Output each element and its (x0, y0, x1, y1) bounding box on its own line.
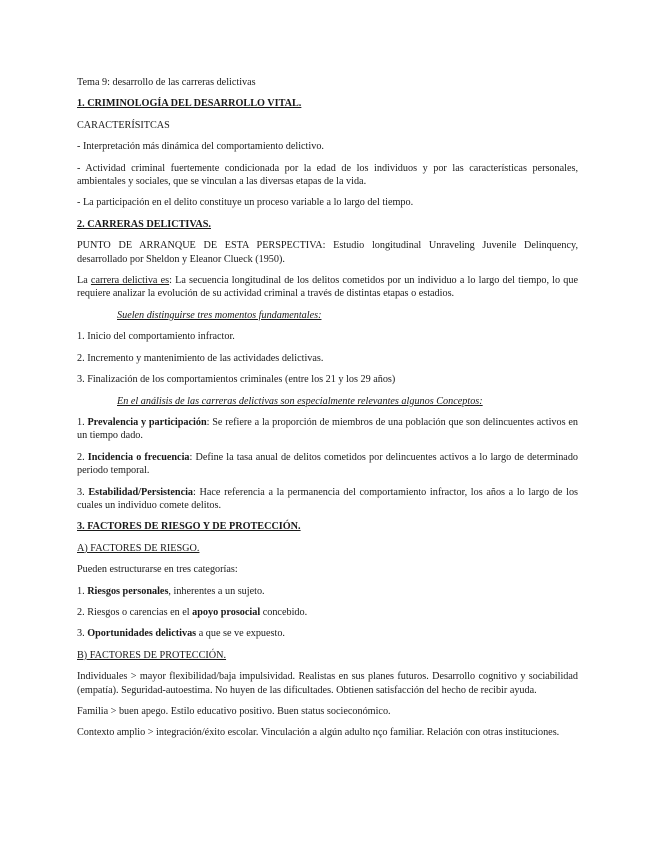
protection-item: Individuales > mayor flexibilidad/baja impulsividad. Realistas en sus planes futuros. Desarrollo cognitivo y sociabilidad (empatía). Seguridad-autoestima. No huyen de las dificultades. Obtienen satisfacción del hecho de recibir ayuda. (77, 671, 578, 696)
risk-term: Oportunidades delictivas (87, 628, 197, 640)
concept-item (77, 416, 578, 443)
concept-term: Prevalencia y participación (87, 416, 207, 428)
risk-item (77, 585, 578, 598)
topic-title: Tema 9: desarrollo de las carreras delictivas (77, 77, 256, 88)
protection-item: Contexto amplio > integración/éxito escolar. Vinculación a algún adulto nço familiar. Relación con otras instituciones. (77, 727, 560, 739)
concept-text: : Hace referencia a la permanencia del comportamiento infractor, los años a lo largo de los cuales un individuo comete delitos. (77, 486, 579, 511)
concept-number: 2. (77, 451, 88, 463)
moments-title-text: Suelen distinguirse tres momentos fundamentales: (117, 309, 322, 321)
risk-number: 3. (77, 628, 88, 640)
risk-intro: Pueden estructurarse en tres categorías: (77, 564, 238, 576)
risk-term: Riesgos personales (87, 585, 169, 597)
risk-number: 1. (77, 585, 88, 597)
concepts-title (77, 395, 578, 408)
risk-text: a que se ve expuesto. (196, 628, 285, 640)
risk-term: apoyo prosocial (192, 606, 261, 618)
concept-number: 3. (77, 486, 89, 498)
risk-item (77, 627, 578, 640)
protection-factors-heading: B) FACTORES DE PROTECCIÓN. (77, 649, 227, 661)
moments-title (77, 309, 578, 322)
concept-number: 1. (77, 416, 88, 428)
definition-paragraph (77, 274, 578, 301)
characteristic-item: - Interpretación más dinámica del comportamiento delictivo. (77, 141, 324, 153)
concept-text: : Se refiere a la proporción de miembros de una población que son delincuentes activos en un tiempo dado. (77, 416, 578, 442)
moment-item: 2. Incremento y mantenimiento de las actividades delictivas. (77, 352, 324, 364)
risk-factors-heading: A) FACTORES DE RIESGO. (77, 542, 200, 554)
definition-text: : La secuencia longitudinal de los delitos cometidos por un individuo a lo largo del tiempo, lo que requiere analizar la evolución de su actividad criminal a través de distintas etapas o estadios. (77, 275, 578, 300)
risk-text: , inherentes a un sujeto. (168, 585, 265, 597)
concept-item (77, 451, 578, 478)
section-1-heading: 1. CRIMINOLOGÍA DEL DESARROLLO VITAL. (77, 98, 302, 110)
concept-item (77, 486, 578, 513)
risk-item (77, 606, 578, 619)
concept-term: Incidencia o frecuencia (87, 451, 190, 463)
concept-term: Estabilidad/Persistencia (88, 486, 194, 498)
characteristic-item: - La participación en el delito constituye un proceso variable a lo largo del tiempo. (77, 197, 414, 209)
concepts-title-text: En el análisis de las carreras delictivas son especialmente relevantes algunos Conceptos: (117, 395, 483, 407)
risk-text-lead: 2. Riesgos o carencias en el (77, 606, 193, 618)
moment-item: 3. Finalización de los comportamientos criminales (entre los 21 y los 29 años) (77, 374, 396, 386)
moment-item: 1. Inicio del comportamiento infractor. (77, 331, 235, 343)
starting-point-paragraph: PUNTO DE ARRANQUE DE ESTA PERSPECTIVA: Estudio longitudinal Unraveling Juvenile Delinquency, desarrollado por Sheldon y Eleanor Clueck (1950). (77, 240, 578, 265)
characteristic-item: - Actividad criminal fuertemente condicionada por la edad de los individuos y por las características personales, ambientales y sociales, que se vinculan a las diversas etapas de la vida. (77, 162, 578, 188)
concept-text: : Define la tasa anual de delitos cometidos por delincuentes activos a lo largo de determinado periodo temporal. (77, 451, 579, 477)
section-3-heading: 3. FACTORES DE RIESGO Y DE PROTECCIÓN. (77, 521, 301, 533)
risk-text: concebido. (260, 606, 308, 618)
definition-lead: La (77, 275, 91, 287)
definition-term: carrera delictiva es (90, 275, 170, 287)
section-2-heading: 2. CARRERAS DELICTIVAS. (77, 218, 211, 230)
characteristics-label: CARACTERÍSITCAS (77, 119, 170, 131)
protection-item: Familia > buen apego. Estilo educativo positivo. Buen status socieconómico. (77, 706, 391, 717)
